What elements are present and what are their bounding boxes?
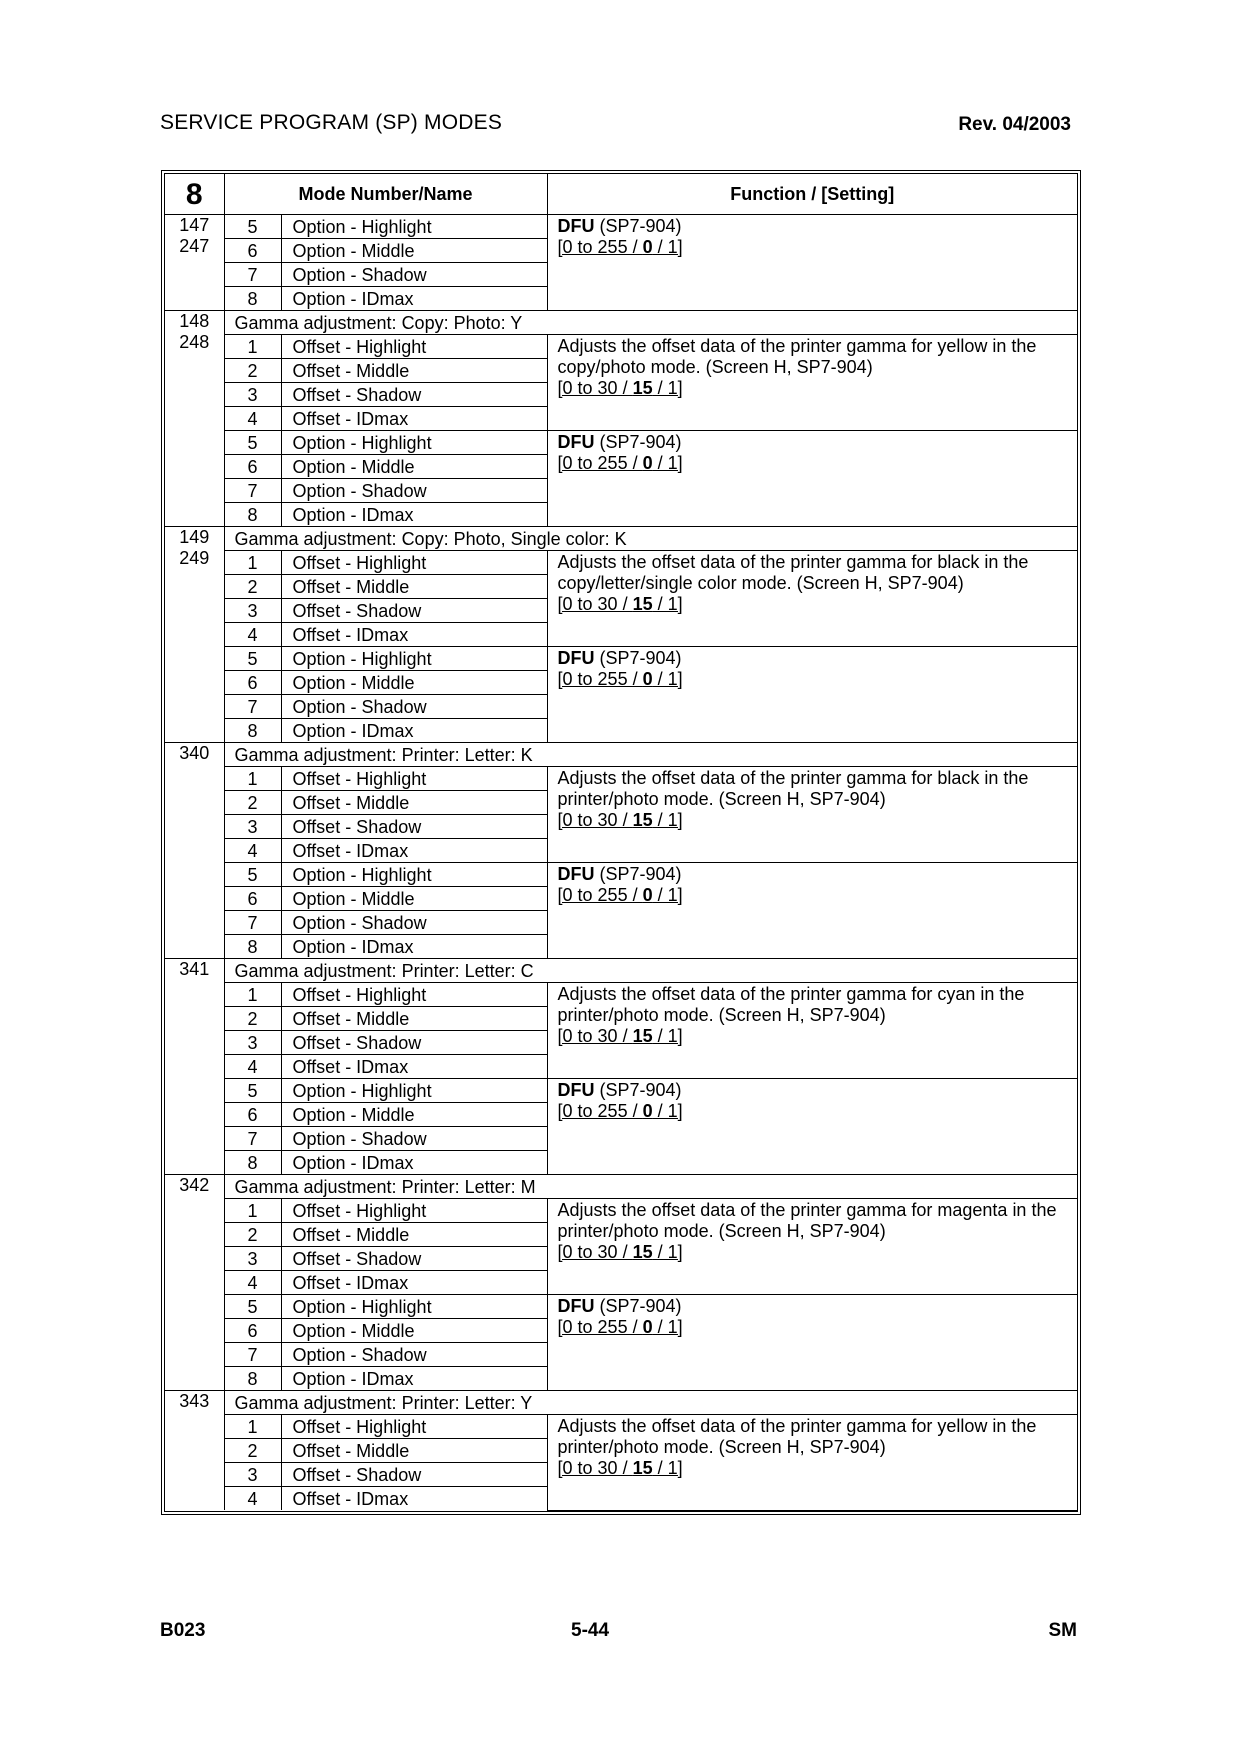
mode-number: 1	[224, 767, 281, 791]
setting-default: 0	[642, 669, 653, 689]
function-cell	[547, 551, 1077, 647]
mode-name: Offset - Highlight	[281, 1199, 547, 1223]
function-cell	[547, 431, 1077, 527]
mode-number: 2	[224, 575, 281, 599]
setting-range-start: [0 to 255 /	[557, 669, 643, 689]
mode-number: 7	[224, 1127, 281, 1151]
dfu-label: DFU	[557, 216, 595, 236]
mode-name: Offset - Middle	[281, 1439, 547, 1463]
setting-range	[558, 594, 683, 614]
dfu-reference: (SP7-904)	[594, 1080, 682, 1100]
setting-range-end: / 1]	[652, 1242, 683, 1262]
col-mode-header: Mode Number/Name	[224, 174, 547, 215]
group-title: Gamma adjustment: Copy: Photo: Y	[224, 311, 1077, 335]
mode-number: 8	[224, 503, 281, 527]
function-cell	[547, 215, 1077, 311]
mode-name: Offset - Shadow	[281, 383, 547, 407]
mode-name: Offset - Middle	[281, 791, 547, 815]
setting-range	[558, 453, 683, 473]
mode-number: 2	[224, 1223, 281, 1247]
mode-name: Option - IDmax	[281, 503, 547, 527]
setting-range-start: [0 to 30 /	[557, 1026, 633, 1046]
mode-number: 6	[224, 239, 281, 263]
table-row	[165, 1079, 1077, 1103]
setting-range-end: / 1]	[652, 810, 683, 830]
setting-range-start: [0 to 30 /	[557, 810, 633, 830]
setting-default: 15	[632, 378, 653, 398]
col-function-header: Function / [Setting]	[547, 174, 1077, 215]
mode-number: 3	[224, 1031, 281, 1055]
setting-range-end: / 1]	[652, 1026, 683, 1046]
setting-range-end: / 1]	[652, 378, 683, 398]
mode-number: 1	[224, 1199, 281, 1223]
mode-name: Offset - Highlight	[281, 335, 547, 359]
mode-name: Offset - Shadow	[281, 815, 547, 839]
dfu-reference: (SP7-904)	[594, 432, 682, 452]
mode-name: Option - Shadow	[281, 695, 547, 719]
mode-number: 4	[224, 1055, 281, 1079]
mode-number: 1	[224, 551, 281, 575]
mode-number: 4	[224, 1487, 281, 1511]
mode-id	[165, 311, 224, 527]
mode-number: 5	[224, 431, 281, 455]
table-header-row	[165, 174, 1077, 215]
mode-number: 2	[224, 1439, 281, 1463]
mode-name: Offset - Shadow	[281, 1031, 547, 1055]
setting-range-end: / 1]	[652, 453, 683, 473]
mode-name: Option - Middle	[281, 1319, 547, 1343]
dfu-label: DFU	[557, 1080, 595, 1100]
mode-id-line: 340	[179, 743, 210, 763]
dfu-label: DFU	[557, 648, 595, 668]
setting-range-start: [0 to 255 /	[557, 1101, 643, 1121]
group-title: Gamma adjustment: Copy: Photo, Single color: K	[224, 527, 1077, 551]
mode-name: Option - Highlight	[281, 647, 547, 671]
dfu-label: DFU	[557, 1296, 595, 1316]
mode-number: 3	[224, 383, 281, 407]
mode-name: Offset - Highlight	[281, 551, 547, 575]
mode-number: 1	[224, 1415, 281, 1439]
table-row	[165, 767, 1077, 791]
setting-default: 15	[632, 1026, 653, 1046]
revision-label: Rev. 04/2003	[958, 114, 1071, 135]
table-row	[165, 1415, 1077, 1439]
setting-range-end: / 1]	[652, 1101, 683, 1121]
setting-range	[558, 810, 683, 830]
setting-range-start: [0 to 255 /	[557, 1317, 643, 1337]
group-title-row	[165, 527, 1077, 551]
mode-name: Offset - Middle	[281, 359, 547, 383]
setting-range-end: / 1]	[652, 669, 683, 689]
mode-number: 6	[224, 887, 281, 911]
mode-number: 7	[224, 1343, 281, 1367]
function-description: Adjusts the offset data of the printer gamma for cyan in the printer/photo mode. (Screen H, SP7-904)	[557, 984, 1025, 1025]
mode-number: 2	[224, 1007, 281, 1031]
mode-number: 5	[224, 863, 281, 887]
function-description: Adjusts the offset data of the printer gamma for black in the printer/photo mode. (Screen H, SP7-904)	[557, 768, 1029, 809]
mode-name: Offset - IDmax	[281, 1271, 547, 1295]
function-cell	[547, 647, 1077, 743]
table-row	[165, 431, 1077, 455]
mode-number: 4	[224, 839, 281, 863]
function-description: Adjusts the offset data of the printer gamma for yellow in the printer/photo mode. (Screen H, SP7-904)	[557, 1416, 1037, 1457]
mode-name: Option - IDmax	[281, 287, 547, 311]
setting-range	[558, 1026, 683, 1046]
table-row	[165, 215, 1077, 239]
setting-range-end: / 1]	[652, 237, 683, 257]
mode-number: 7	[224, 263, 281, 287]
mode-name: Offset - Shadow	[281, 1463, 547, 1487]
mode-number: 7	[224, 695, 281, 719]
footer-page-number: 5-44	[571, 1620, 610, 1641]
group-title: Gamma adjustment: Printer: Letter: C	[224, 959, 1077, 983]
mode-id	[165, 1175, 224, 1391]
mode-number: 5	[224, 1079, 281, 1103]
mode-name: Option - Middle	[281, 1103, 547, 1127]
setting-range	[558, 1101, 683, 1121]
mode-id	[165, 1391, 224, 1511]
table-row	[165, 1295, 1077, 1319]
setting-default: 0	[642, 1317, 653, 1337]
mode-name: Option - Middle	[281, 239, 547, 263]
mode-id-line: 149	[179, 527, 210, 547]
mode-id-line: 247	[179, 236, 210, 256]
mode-number: 8	[224, 719, 281, 743]
mode-id	[165, 527, 224, 743]
mode-name: Option - Shadow	[281, 263, 547, 287]
mode-id	[165, 215, 224, 311]
mode-id-line: 147	[179, 215, 210, 235]
mode-number: 3	[224, 815, 281, 839]
mode-name: Option - Highlight	[281, 1295, 547, 1319]
mode-number: 5	[224, 215, 281, 239]
mode-number: 5	[224, 647, 281, 671]
setting-default: 0	[642, 885, 653, 905]
mode-name: Offset - Highlight	[281, 983, 547, 1007]
setting-range-start: [0 to 30 /	[557, 378, 633, 398]
mode-number: 6	[224, 455, 281, 479]
setting-default: 15	[632, 1458, 653, 1478]
setting-range	[558, 378, 683, 398]
table-row	[165, 335, 1077, 359]
mode-name: Option - Highlight	[281, 1079, 547, 1103]
function-cell	[547, 335, 1077, 431]
mode-number: 4	[224, 407, 281, 431]
mode-number: 8	[224, 1151, 281, 1175]
setting-default: 15	[632, 1242, 653, 1262]
mode-name: Option - Highlight	[281, 215, 547, 239]
mode-name: Option - Shadow	[281, 1343, 547, 1367]
mode-name: Option - Middle	[281, 455, 547, 479]
dfu-reference: (SP7-904)	[594, 648, 682, 668]
group-title-row	[165, 1391, 1077, 1415]
mode-name: Offset - Middle	[281, 1223, 547, 1247]
mode-name: Offset - IDmax	[281, 1055, 547, 1079]
mode-number: 3	[224, 1463, 281, 1487]
mode-number: 4	[224, 623, 281, 647]
sp-table-grid	[165, 174, 1077, 1511]
mode-name: Option - Shadow	[281, 1127, 547, 1151]
function-cell	[547, 863, 1077, 959]
setting-default: 15	[632, 594, 653, 614]
mode-number: 3	[224, 1247, 281, 1271]
mode-name: Option - Shadow	[281, 479, 547, 503]
mode-name: Offset - IDmax	[281, 1487, 547, 1511]
setting-range-end: / 1]	[652, 1458, 683, 1478]
mode-number: 4	[224, 1271, 281, 1295]
table-row	[165, 551, 1077, 575]
mode-name: Option - IDmax	[281, 1367, 547, 1391]
mode-name: Offset - IDmax	[281, 407, 547, 431]
mode-name: Offset - Middle	[281, 1007, 547, 1031]
group-title-row	[165, 959, 1077, 983]
setting-range-start: [0 to 255 /	[557, 885, 643, 905]
mode-number: 7	[224, 911, 281, 935]
group-title-row	[165, 743, 1077, 767]
dfu-label: DFU	[557, 864, 595, 884]
mode-id-line: 248	[179, 332, 210, 352]
function-cell	[547, 1415, 1077, 1511]
mode-number: 6	[224, 1103, 281, 1127]
setting-range	[558, 1458, 683, 1478]
setting-range	[558, 237, 683, 257]
mode-number: 6	[224, 671, 281, 695]
setting-default: 0	[642, 237, 653, 257]
mode-number: 7	[224, 479, 281, 503]
setting-range-start: [0 to 255 /	[557, 237, 643, 257]
table-row	[165, 1199, 1077, 1223]
mode-name: Option - IDmax	[281, 935, 547, 959]
mode-id-line: 341	[179, 959, 210, 979]
setting-range-start: [0 to 30 /	[557, 1242, 633, 1262]
mode-id-line: 249	[179, 548, 210, 568]
setting-default: 0	[642, 1101, 653, 1121]
mode-name: Offset - Shadow	[281, 1247, 547, 1271]
setting-range-end: / 1]	[652, 1317, 683, 1337]
dfu-reference: (SP7-904)	[594, 864, 682, 884]
mode-name: Offset - IDmax	[281, 623, 547, 647]
mode-id-line: 342	[179, 1175, 210, 1195]
setting-range-start: [0 to 30 /	[557, 1458, 633, 1478]
mode-number: 6	[224, 1319, 281, 1343]
function-cell	[547, 1295, 1077, 1391]
mode-number: 8	[224, 1367, 281, 1391]
mode-name: Offset - IDmax	[281, 839, 547, 863]
mode-number: 8	[224, 935, 281, 959]
mode-number: 2	[224, 791, 281, 815]
sp-mode-table	[161, 170, 1081, 1515]
group-title-row	[165, 311, 1077, 335]
mode-id-line: 343	[179, 1391, 210, 1411]
function-description: Adjusts the offset data of the printer gamma for magenta in the printer/photo mode. (Screen H, SP7-904)	[557, 1200, 1057, 1241]
group-title: Gamma adjustment: Printer: Letter: K	[224, 743, 1077, 767]
setting-default: 0	[642, 453, 653, 473]
group-title: Gamma adjustment: Printer: Letter: Y	[224, 1391, 1077, 1415]
function-cell	[547, 767, 1077, 863]
function-description: Adjusts the offset data of the printer gamma for yellow in the copy/photo mode. (Screen H, SP7-904)	[557, 336, 1037, 377]
mode-number: 1	[224, 335, 281, 359]
dfu-reference: (SP7-904)	[594, 216, 682, 236]
mode-name: Offset - Shadow	[281, 599, 547, 623]
dfu-label: DFU	[557, 432, 595, 452]
setting-range	[558, 669, 683, 689]
setting-default: 15	[632, 810, 653, 830]
mode-id-line: 148	[179, 311, 210, 331]
group-title-row	[165, 1175, 1077, 1199]
mode-number: 8	[224, 287, 281, 311]
table-row	[165, 863, 1077, 887]
setting-range-end: / 1]	[652, 885, 683, 905]
table-row	[165, 983, 1077, 1007]
dfu-reference: (SP7-904)	[594, 1296, 682, 1316]
page-header-title: SERVICE PROGRAM (SP) MODES	[160, 111, 503, 134]
setting-range-start: [0 to 255 /	[557, 453, 643, 473]
setting-range	[558, 1242, 683, 1262]
mode-id	[165, 743, 224, 959]
function-cell	[547, 1079, 1077, 1175]
mode-name: Offset - Highlight	[281, 767, 547, 791]
setting-range-start: [0 to 30 /	[557, 594, 633, 614]
mode-name: Option - IDmax	[281, 1151, 547, 1175]
mode-name: Option - Middle	[281, 887, 547, 911]
footer-model: B023	[160, 1620, 206, 1641]
mode-number: 5	[224, 1295, 281, 1319]
function-cell	[547, 983, 1077, 1079]
setting-range-end: / 1]	[652, 594, 683, 614]
function-cell	[547, 1199, 1077, 1295]
mode-name: Offset - Highlight	[281, 1415, 547, 1439]
mode-name: Option - Middle	[281, 671, 547, 695]
function-description: Adjusts the offset data of the printer gamma for black in the copy/letter/single color mode. (Screen H, SP7-904)	[557, 552, 1029, 593]
table-row	[165, 647, 1077, 671]
mode-name: Option - IDmax	[281, 719, 547, 743]
mode-id	[165, 959, 224, 1175]
section-number: 8	[165, 174, 224, 215]
mode-number: 1	[224, 983, 281, 1007]
mode-number: 2	[224, 359, 281, 383]
setting-range	[558, 885, 683, 905]
mode-number: 3	[224, 599, 281, 623]
mode-name: Option - Shadow	[281, 911, 547, 935]
group-title: Gamma adjustment: Printer: Letter: M	[224, 1175, 1077, 1199]
footer-manual: SM	[1048, 1620, 1077, 1641]
setting-range	[558, 1317, 683, 1337]
mode-name: Option - Highlight	[281, 863, 547, 887]
mode-name: Option - Highlight	[281, 431, 547, 455]
mode-name: Offset - Middle	[281, 575, 547, 599]
